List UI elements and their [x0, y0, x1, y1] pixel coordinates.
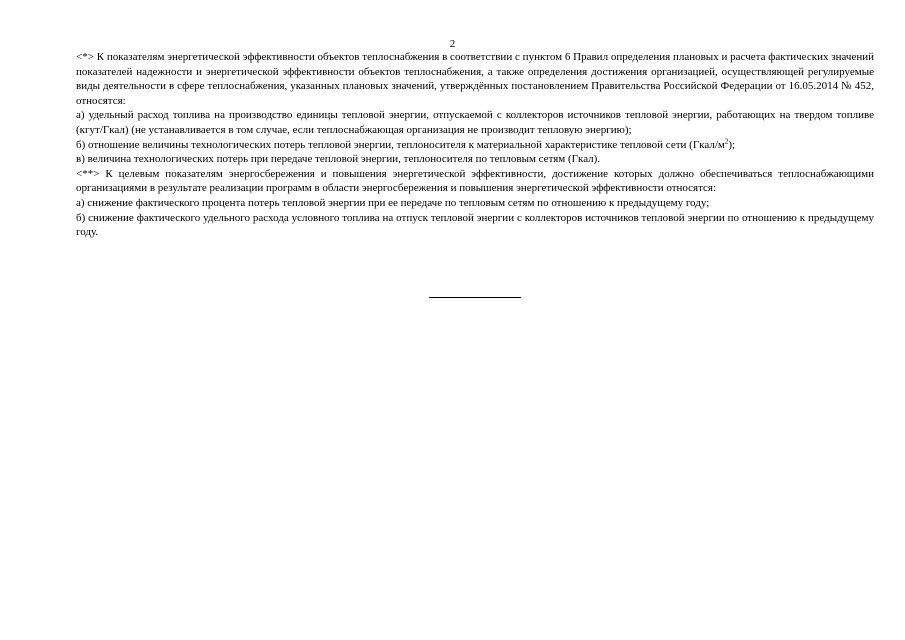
separator-line — [429, 297, 521, 298]
footnote-1-item-b-end: ); — [728, 138, 736, 151]
footnotes-block — [76, 50, 874, 240]
footnote-2-intro: <**> К целевым показателям энергосбережения и повышения энергетической эффективности, достижение которых должно обеспечиваться теплоснабжающими организациями в результате реализации программ в области энергосбережения и повышения энергетической эффективности относятся: — [76, 167, 874, 195]
footnote-1-item-b-text: б) отношение величины технологических потерь тепловой энергии, теплоносителя к материальной характеристике тепловой сети (Гкал/м — [76, 138, 725, 151]
footnote-1-intro: <*> К показателям энергетической эффективности объектов теплоснабжения в соответствии с пунктом 6 Правил определения плановых и расчета фактических значений показателей надежности и энергетической эффективности объектов теплоснабжения, а также определения достижения организацией, осуществляющей регулируемые виды деятельности в сфере теплоснабжения, указанных плановых значений, утверждённых постановлением Правительства Российской Федерации от 16.05.2014 № 452, относятся: — [76, 51, 874, 107]
page-number: 2 — [449, 38, 456, 50]
footnote-2-item-a: а) снижение фактического процента потерь тепловой энергии при ее передаче по тепловым сетям по отношению к предыдущему году; — [76, 196, 710, 209]
footnote-2-item-b: б) снижение фактического удельного расхода условного топлива на отпуск тепловой энергии с коллекторов источников тепловой энергии по отношению к предыдущему году. — [76, 211, 874, 239]
footnote-1-item-c: в) величина технологических потерь при передаче тепловой энергии, теплоносителя по тепловым сетям (Гкал). — [76, 153, 601, 166]
superscript-exponent: 2 — [724, 136, 729, 145]
footnote-1-item-a: а) удельный расход топлива на производство единицы тепловой энергии, отпускаемой с коллекторов источников тепловой энергии, работающих на твердом топливе (кгут/Гкал) (не устанавливается в том случае, если теплоснабжающая организация не производит тепловую энергию); — [76, 109, 874, 136]
footnote-1-item-b — [76, 138, 874, 153]
